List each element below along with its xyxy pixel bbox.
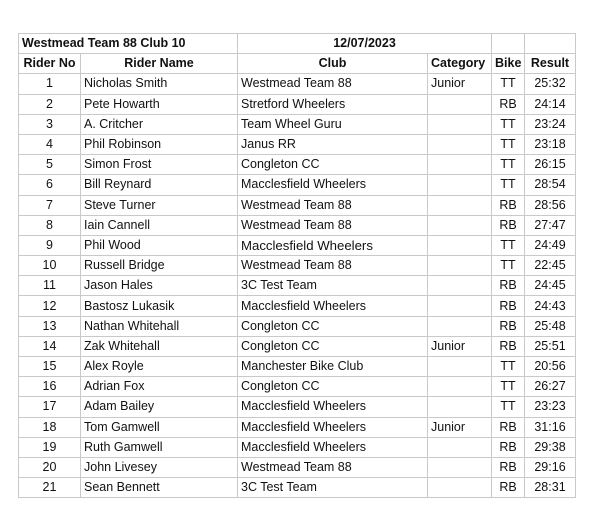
table-row (19, 235, 576, 255)
table-row (19, 357, 576, 377)
rider-number: 12 (19, 296, 81, 316)
rider-number: 2 (19, 94, 81, 114)
rider-club: Westmead Team 88 (238, 195, 428, 215)
bike-type: TT (492, 155, 525, 175)
rider-category (428, 175, 492, 195)
bike-type: RB (492, 94, 525, 114)
rider-category (428, 215, 492, 235)
table-row (19, 397, 576, 417)
rider-club: Janus RR (238, 134, 428, 154)
rider-number: 8 (19, 215, 81, 235)
rider-category (428, 397, 492, 417)
rider-name: Adam Bailey (81, 397, 238, 417)
rider-club: Congleton CC (238, 377, 428, 397)
rider-number: 11 (19, 276, 81, 296)
sheet-title: Westmead Team 88 Club 10 (19, 34, 238, 54)
bike-type: RB (492, 296, 525, 316)
rider-number: 14 (19, 336, 81, 356)
header-bike: Bike (492, 54, 525, 74)
table-row (19, 215, 576, 235)
bike-type: TT (492, 235, 525, 255)
table-row (19, 256, 576, 276)
rider-number: 5 (19, 155, 81, 175)
table-row (19, 195, 576, 215)
rider-number: 18 (19, 417, 81, 437)
rider-category (428, 155, 492, 175)
rider-number: 17 (19, 397, 81, 417)
bike-type: RB (492, 276, 525, 296)
result-time: 27:47 (525, 215, 576, 235)
result-time: 23:24 (525, 114, 576, 134)
header-rider-no: Rider No (19, 54, 81, 74)
result-time: 23:18 (525, 134, 576, 154)
rider-name: Jason Hales (81, 276, 238, 296)
rider-category (428, 437, 492, 457)
rider-number: 21 (19, 478, 81, 498)
rider-name: Russell Bridge (81, 256, 238, 276)
table-row (19, 155, 576, 175)
table-row (19, 437, 576, 457)
table-row (19, 74, 576, 94)
rider-club: Congleton CC (238, 155, 428, 175)
rider-category: Junior (428, 336, 492, 356)
bike-type: RB (492, 316, 525, 336)
rider-name: Phil Wood (81, 235, 238, 255)
rider-number: 16 (19, 377, 81, 397)
bike-type: TT (492, 357, 525, 377)
result-time: 28:54 (525, 175, 576, 195)
rider-category (428, 457, 492, 477)
bike-type: TT (492, 114, 525, 134)
rider-category (428, 256, 492, 276)
result-time: 29:38 (525, 437, 576, 457)
bike-type: TT (492, 397, 525, 417)
rider-category (428, 296, 492, 316)
header-result: Result (525, 54, 576, 74)
table-row (19, 377, 576, 397)
header-club: Club (238, 54, 428, 74)
rider-category (428, 478, 492, 498)
rider-name: Alex Royle (81, 357, 238, 377)
event-date: 12/07/2023 (238, 34, 492, 54)
bike-type: RB (492, 336, 525, 356)
rider-category (428, 357, 492, 377)
result-time: 25:51 (525, 336, 576, 356)
bike-type: TT (492, 134, 525, 154)
rider-category (428, 316, 492, 336)
rider-name: A. Critcher (81, 114, 238, 134)
rider-club: Team Wheel Guru (238, 114, 428, 134)
result-time: 24:45 (525, 276, 576, 296)
rider-name: John Livesey (81, 457, 238, 477)
rider-club: Westmead Team 88 (238, 256, 428, 276)
table-row (19, 336, 576, 356)
bike-type: TT (492, 175, 525, 195)
header-category: Category (428, 54, 492, 74)
header-rider-name: Rider Name (81, 54, 238, 74)
table-row (19, 94, 576, 114)
rider-name: Adrian Fox (81, 377, 238, 397)
rider-number: 15 (19, 357, 81, 377)
bike-type: TT (492, 74, 525, 94)
rider-club: Westmead Team 88 (238, 215, 428, 235)
rider-number: 3 (19, 114, 81, 134)
rider-club: Macclesfield Wheelers (238, 417, 428, 437)
bike-type: RB (492, 457, 525, 477)
empty-cell (525, 34, 576, 54)
rider-number: 1 (19, 74, 81, 94)
rider-name: Ruth Gamwell (81, 437, 238, 457)
rider-club: Macclesfield Wheelers (238, 296, 428, 316)
rider-number: 6 (19, 175, 81, 195)
rider-number: 13 (19, 316, 81, 336)
table-row (19, 478, 576, 498)
rider-club: Macclesfield Wheelers (238, 397, 428, 417)
rider-club: Macclesfield Wheelers (238, 175, 428, 195)
rider-name: Zak Whitehall (81, 336, 238, 356)
rider-name: Nathan Whitehall (81, 316, 238, 336)
table-row (19, 316, 576, 336)
results-table (18, 33, 576, 498)
result-time: 20:56 (525, 357, 576, 377)
rider-name: Phil Robinson (81, 134, 238, 154)
table-row (19, 296, 576, 316)
results-body (19, 74, 576, 498)
result-time: 24:49 (525, 235, 576, 255)
rider-name: Nicholas Smith (81, 74, 238, 94)
table-row (19, 457, 576, 477)
rider-name: Iain Cannell (81, 215, 238, 235)
rider-category (428, 235, 492, 255)
empty-cell (492, 34, 525, 54)
table-row (19, 417, 576, 437)
bike-type: TT (492, 256, 525, 276)
rider-category (428, 377, 492, 397)
rider-number: 19 (19, 437, 81, 457)
rider-category (428, 195, 492, 215)
rider-club: Westmead Team 88 (238, 74, 428, 94)
result-time: 31:16 (525, 417, 576, 437)
rider-name: Sean Bennett (81, 478, 238, 498)
rider-number: 10 (19, 256, 81, 276)
bike-type: RB (492, 437, 525, 457)
rider-club: Stretford Wheelers (238, 94, 428, 114)
result-time: 29:16 (525, 457, 576, 477)
result-time: 25:32 (525, 74, 576, 94)
rider-club: Congleton CC (238, 336, 428, 356)
result-time: 25:48 (525, 316, 576, 336)
result-time: 28:56 (525, 195, 576, 215)
rider-name: Steve Turner (81, 195, 238, 215)
bike-type: RB (492, 417, 525, 437)
rider-name: Bastosz Lukasik (81, 296, 238, 316)
result-time: 28:31 (525, 478, 576, 498)
result-time: 24:14 (525, 94, 576, 114)
rider-club: Macclesfield Wheelers (238, 437, 428, 457)
result-time: 26:15 (525, 155, 576, 175)
bike-type: RB (492, 215, 525, 235)
bike-type: RB (492, 478, 525, 498)
rider-category (428, 94, 492, 114)
rider-club: Congleton CC (238, 316, 428, 336)
rider-name: Simon Frost (81, 155, 238, 175)
bike-type: RB (492, 195, 525, 215)
result-time: 22:45 (525, 256, 576, 276)
rider-number: 4 (19, 134, 81, 154)
rider-category: Junior (428, 417, 492, 437)
table-row (19, 276, 576, 296)
title-row (19, 34, 576, 54)
table-row (19, 134, 576, 154)
result-time: 24:43 (525, 296, 576, 316)
result-time: 23:23 (525, 397, 576, 417)
table-row (19, 175, 576, 195)
rider-category (428, 114, 492, 134)
header-row (19, 54, 576, 74)
rider-name: Bill Reynard (81, 175, 238, 195)
rider-club: Macclesfield Wheelers (238, 235, 428, 255)
rider-category: Junior (428, 74, 492, 94)
rider-number: 20 (19, 457, 81, 477)
rider-number: 9 (19, 235, 81, 255)
result-time: 26:27 (525, 377, 576, 397)
rider-club: 3C Test Team (238, 276, 428, 296)
rider-name: Tom Gamwell (81, 417, 238, 437)
rider-club: Westmead Team 88 (238, 457, 428, 477)
bike-type: TT (492, 377, 525, 397)
rider-club: 3C Test Team (238, 478, 428, 498)
rider-number: 7 (19, 195, 81, 215)
rider-club: Manchester Bike Club (238, 357, 428, 377)
rider-name: Pete Howarth (81, 94, 238, 114)
rider-category (428, 276, 492, 296)
table-row (19, 114, 576, 134)
rider-category (428, 134, 492, 154)
